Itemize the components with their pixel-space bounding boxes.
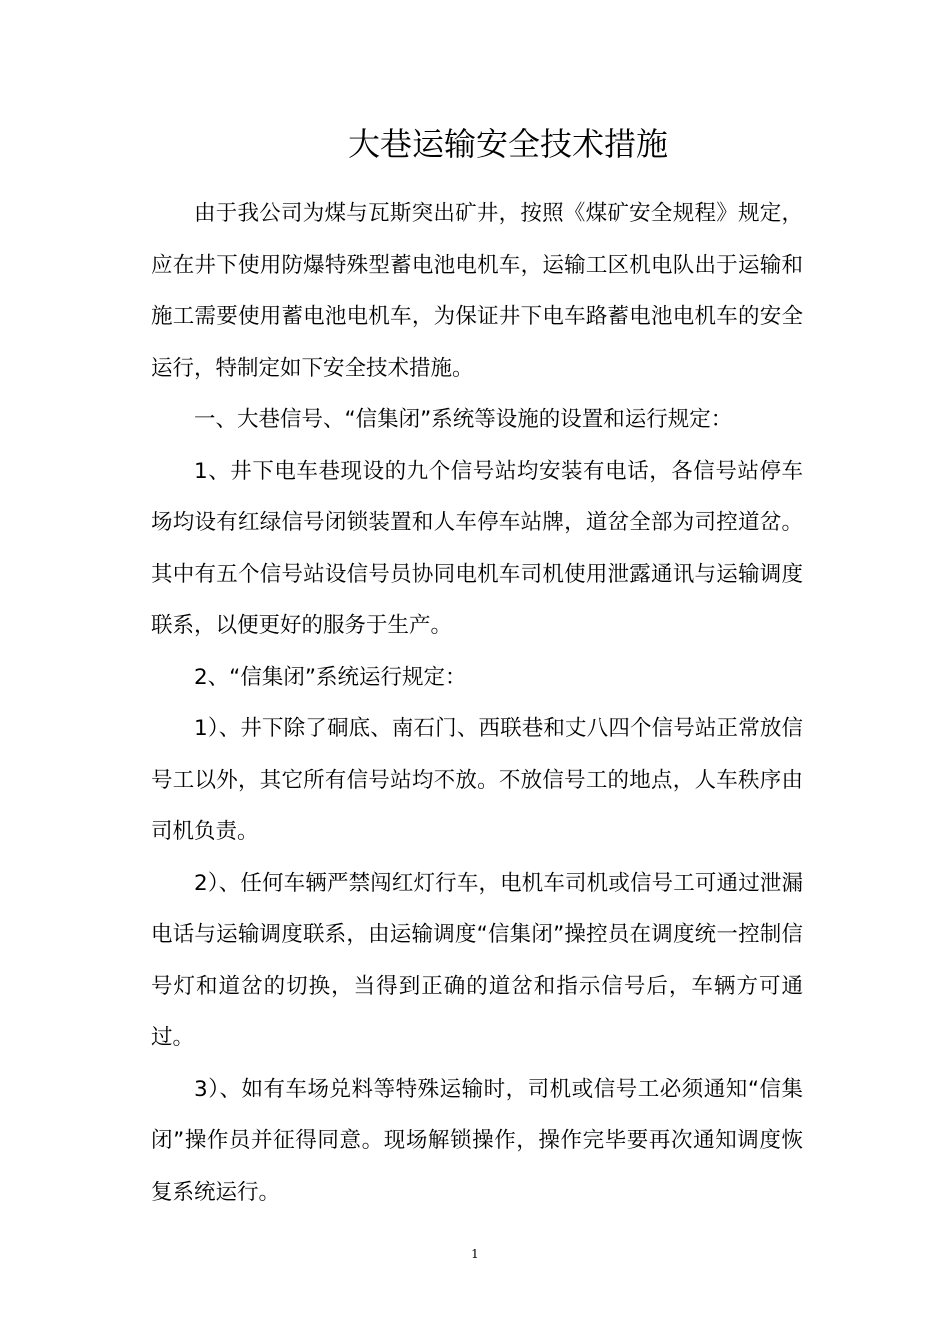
- paragraph-subitem-1: 1）、井下除了硐底、南石门、西联巷和丈八四个信号站正常放信号工以外，其它所有信号站均不放。不放信号工的地点，人车秩序由司机负责。: [151, 716, 803, 844]
- paragraph-intro: 由于我公司为煤与瓦斯突出矿井，按照《煤矿安全规程》规定，应在井下使用防爆特殊型蓄电池电机车，运输工区机电队出于运输和施工需要使用蓄电池电机车，为保证井下电车路蓄电池电机车的安全运行，特制定如下安全技术措施。: [151, 201, 803, 381]
- paragraph-section-heading: 一、大巷信号、“信集闭”系统等设施的设置和运行规定：: [194, 407, 733, 432]
- paragraph-item-2: 2、“信集闭”系统运行规定：: [194, 664, 467, 690]
- paragraph-subitem-2: 2）、任何车辆严禁闯红灯行车，电机车司机或信号工可通过泄漏电话与运输调度联系，由运输调度“信集闭”操控员在调度统一控制信号灯和道岔的切换，当得到正确的道岔和指示信号后，车辆方可通过。: [151, 870, 803, 1050]
- page-number: 1: [471, 1247, 479, 1261]
- document-title: 大巷运输安全技术措施: [347, 125, 668, 163]
- paragraph-subitem-3: 3）、如有车场兑料等特殊运输时，司机或信号工必须通知“信集闭”操作员并征得同意。现场解锁操作，操作完毕要再次通知调度恢复系统运行。: [151, 1076, 803, 1205]
- document-body: [151, 188, 803, 1218]
- paragraph-item-1: 1、井下电车巷现设的九个信号站均安装有电话，各信号站停车场均设有红绿信号闭锁装置和人车停车站牌，道岔全部为司控道岔。其中有五个信号站设信号员协同电机车司机使用泄露通讯与运输调度联系，以便更好的服务于生产。: [151, 458, 803, 638]
